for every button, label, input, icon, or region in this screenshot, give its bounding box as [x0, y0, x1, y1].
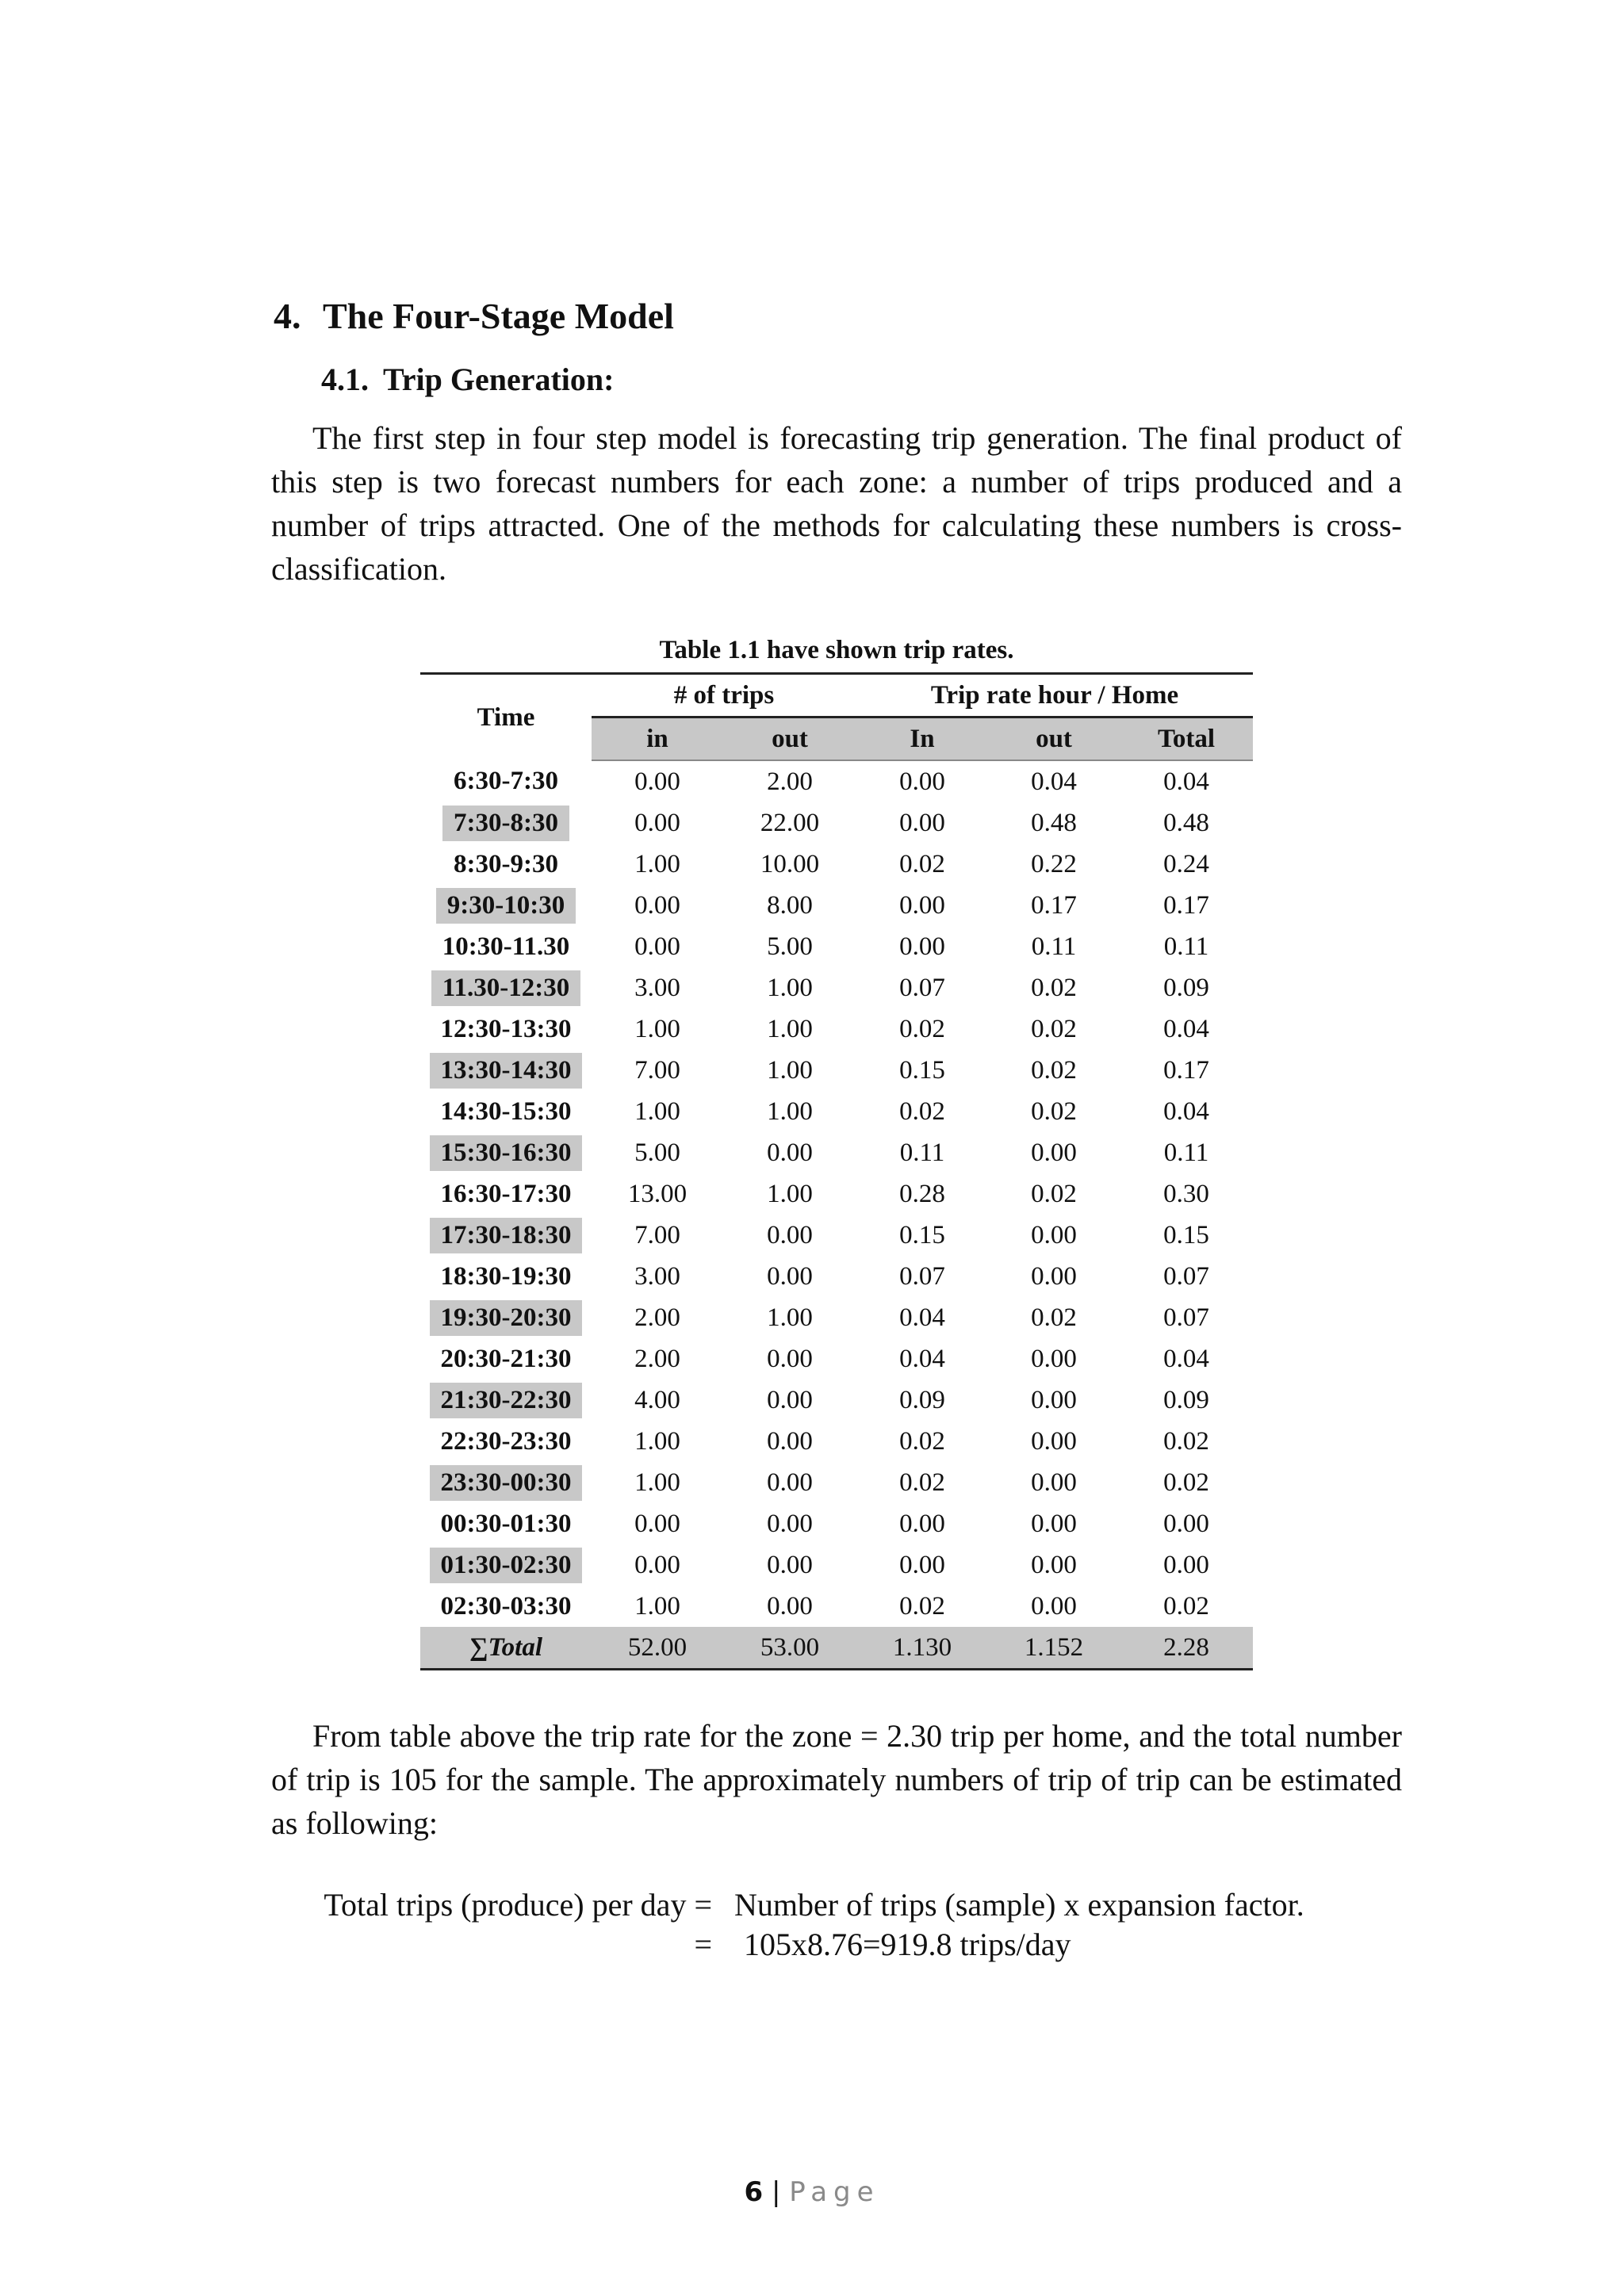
- time-label: 22:30-23:30: [440, 1426, 572, 1456]
- value-cell: 0.04: [899, 1344, 945, 1373]
- value-cell: 1.00: [634, 1014, 680, 1043]
- value-cell: 0.02: [1031, 973, 1077, 1002]
- value-cell: 0.00: [1031, 1468, 1077, 1497]
- value-cell: 0.00: [899, 767, 945, 796]
- time-label: 14:30-15:30: [440, 1096, 572, 1126]
- time-label: 16:30-17:30: [440, 1179, 572, 1208]
- value-cell: 0.02: [1163, 1591, 1209, 1621]
- value-cell: 0.17: [1163, 890, 1209, 920]
- time-header: Time: [420, 674, 592, 761]
- value-cell: 0.04: [1163, 1014, 1209, 1043]
- page-label: Page: [789, 2176, 880, 2208]
- table-row: [420, 1256, 1253, 1297]
- total-label: ∑Total: [420, 1627, 592, 1670]
- time-label: 10:30-11.30: [442, 932, 570, 961]
- table-row: [420, 1215, 1253, 1256]
- table-caption: Table 1.1 have shown trip rates.: [659, 636, 1014, 664]
- value-cell: 0.00: [634, 890, 680, 920]
- value-cell: 2.00: [767, 767, 813, 796]
- value-cell: 0.28: [899, 1179, 945, 1208]
- value-cell: 0.02: [1163, 1468, 1209, 1497]
- value-cell: 1.00: [767, 1303, 813, 1332]
- value-cell: 0.02: [899, 1014, 945, 1043]
- time-cell: [420, 802, 592, 844]
- value-cell: 0.00: [899, 808, 945, 837]
- formula-line-2-lhs: =: [694, 1927, 712, 1962]
- table-row: [420, 926, 1253, 967]
- value-cell: 1.00: [767, 1179, 813, 1208]
- time-cell: [420, 1338, 592, 1380]
- formula-line-1-rhs: Number of trips (sample) x expansion factor.: [734, 1887, 1304, 1923]
- table-row: [420, 1462, 1253, 1503]
- time-cell: [420, 1173, 592, 1215]
- table-row: [420, 1503, 1253, 1544]
- value-cell: 0.00: [767, 1261, 813, 1291]
- value-cell: 0.00: [1031, 1550, 1077, 1579]
- col-header-rate-out: out: [988, 718, 1120, 761]
- value-cell: 0.02: [1031, 1014, 1077, 1043]
- intro-paragraph: The first step in four step model is forecasting trip generation. The final product of this step is two forecast numbers for each zone: a number of trips produced and a number of trips attracted. One of the methods for calculating these numbers is cross-classification.: [271, 420, 1402, 587]
- table-row: [420, 967, 1253, 1008]
- value-cell: 0.04: [1031, 767, 1077, 796]
- time-label: 21:30-22:30: [430, 1383, 583, 1418]
- value-cell: 0.00: [1031, 1344, 1077, 1373]
- value-cell: 0.00: [767, 1220, 813, 1249]
- subsection-number: 4.1.: [321, 362, 369, 397]
- value-cell: 0.07: [899, 1261, 945, 1291]
- table-body: [420, 760, 1253, 1670]
- value-cell: 0.04: [1163, 1344, 1209, 1373]
- value-cell: 0.15: [1163, 1220, 1209, 1249]
- value-cell: 3.00: [634, 973, 680, 1002]
- time-label: 19:30-20:30: [430, 1300, 583, 1336]
- value-cell: 0.00: [767, 1550, 813, 1579]
- table-row: [420, 844, 1253, 885]
- value-cell: 5.00: [634, 1138, 680, 1167]
- value-cell: 1.00: [767, 973, 813, 1002]
- value-cell: 3.00: [634, 1261, 680, 1291]
- value-cell: 0.00: [634, 808, 680, 837]
- table-row: [420, 1008, 1253, 1050]
- formula-line-2-rhs: 105x8.76=919.8 trips/day: [744, 1927, 1071, 1962]
- value-cell: 0.02: [899, 849, 945, 878]
- value-cell: 0.00: [1031, 1385, 1077, 1414]
- total-value-cell: 1.152: [988, 1627, 1120, 1670]
- value-cell: 0.09: [1163, 973, 1209, 1002]
- value-cell: 0.00: [1031, 1426, 1077, 1456]
- value-cell: 1.00: [767, 1096, 813, 1126]
- table-row: [420, 1297, 1253, 1338]
- value-cell: 0.48: [1163, 808, 1209, 837]
- time-cell: [420, 1380, 592, 1421]
- value-cell: 0.11: [1163, 932, 1209, 961]
- value-cell: 4.00: [634, 1385, 680, 1414]
- total-value-cell: 1.130: [856, 1627, 988, 1670]
- value-cell: 0.02: [899, 1096, 945, 1126]
- time-cell: [420, 1132, 592, 1173]
- value-cell: 0.04: [1163, 767, 1209, 796]
- value-cell: 10.00: [760, 849, 820, 878]
- table-row: [420, 1338, 1253, 1380]
- value-cell: 0.00: [634, 932, 680, 961]
- value-cell: 0.00: [1031, 1138, 1077, 1167]
- time-label: 17:30-18:30: [430, 1218, 583, 1253]
- value-cell: 0.00: [767, 1344, 813, 1373]
- value-cell: 0.04: [1163, 1096, 1209, 1126]
- value-cell: 0.02: [899, 1468, 945, 1497]
- total-value-cell: 53.00: [723, 1627, 856, 1670]
- value-cell: 0.00: [1031, 1591, 1077, 1621]
- time-cell: [420, 1256, 592, 1297]
- section-heading: [274, 295, 674, 337]
- table-row: [420, 1380, 1253, 1421]
- value-cell: 0.24: [1163, 849, 1209, 878]
- section-title: The Four-Stage Model: [323, 296, 674, 336]
- value-cell: 0.02: [1163, 1426, 1209, 1456]
- col-header-rate-in: In: [856, 718, 988, 761]
- value-cell: 0.02: [1031, 1096, 1077, 1126]
- col-header-rate-total: Total: [1120, 718, 1253, 761]
- value-cell: 1.00: [767, 1055, 813, 1085]
- table-row: [420, 885, 1253, 926]
- footer-separator: |: [771, 2176, 781, 2208]
- value-cell: 0.48: [1031, 808, 1077, 837]
- value-cell: 0.00: [899, 932, 945, 961]
- value-cell: 0.00: [767, 1426, 813, 1456]
- value-cell: 0.00: [634, 1550, 680, 1579]
- col-header-out: out: [723, 718, 856, 761]
- value-cell: 1.00: [634, 1096, 680, 1126]
- value-cell: 0.02: [899, 1426, 945, 1456]
- value-cell: 0.15: [899, 1055, 945, 1085]
- time-label: 11.30-12:30: [431, 970, 580, 1006]
- time-label: 8:30-9:30: [454, 849, 558, 878]
- table-row: [420, 1050, 1253, 1091]
- trip-rate-table: [420, 672, 1253, 1670]
- value-cell: 0.00: [1031, 1509, 1077, 1538]
- value-cell: 0.00: [767, 1509, 813, 1538]
- time-cell: [420, 1421, 592, 1462]
- value-cell: 0.02: [1031, 1179, 1077, 1208]
- value-cell: 1.00: [634, 849, 680, 878]
- value-cell: 0.00: [767, 1138, 813, 1167]
- value-cell: 22.00: [760, 808, 820, 837]
- total-value-cell: 2.28: [1120, 1627, 1253, 1670]
- value-cell: 0.07: [1163, 1261, 1209, 1291]
- value-cell: 0.17: [1031, 890, 1077, 920]
- time-cell: [420, 1215, 592, 1256]
- total-row: [420, 1627, 1253, 1670]
- value-cell: 0.02: [899, 1591, 945, 1621]
- value-cell: 0.17: [1163, 1055, 1209, 1085]
- time-label: 20:30-21:30: [440, 1344, 572, 1373]
- value-cell: 7.00: [634, 1220, 680, 1249]
- value-cell: 0.07: [1163, 1303, 1209, 1332]
- value-cell: 0.00: [1163, 1509, 1209, 1538]
- value-cell: 0.09: [899, 1385, 945, 1414]
- time-label: 15:30-16:30: [430, 1135, 583, 1171]
- time-label: 02:30-03:30: [440, 1591, 572, 1621]
- page-number: 6: [744, 2176, 764, 2208]
- value-cell: 0.00: [767, 1468, 813, 1497]
- time-label: 6:30-7:30: [454, 767, 558, 795]
- section-number: 4.: [274, 296, 301, 336]
- table-row: [420, 1173, 1253, 1215]
- value-cell: 0.02: [1031, 1303, 1077, 1332]
- time-label: 12:30-13:30: [440, 1014, 572, 1043]
- table-row: [420, 1132, 1253, 1173]
- value-cell: 0.00: [634, 1509, 680, 1538]
- time-label: 7:30-8:30: [442, 806, 569, 841]
- value-cell: 8.00: [767, 890, 813, 920]
- time-cell: [420, 1586, 592, 1627]
- total-value-cell: 52.00: [592, 1627, 723, 1670]
- col-header-in: in: [592, 718, 723, 761]
- value-cell: 5.00: [767, 932, 813, 961]
- value-cell: 0.15: [899, 1220, 945, 1249]
- value-cell: 7.00: [634, 1055, 680, 1085]
- value-cell: 2.00: [634, 1344, 680, 1373]
- time-cell: [420, 1544, 592, 1586]
- table-row: [420, 1586, 1253, 1627]
- value-cell: 0.11: [899, 1138, 945, 1167]
- value-cell: 2.00: [634, 1303, 680, 1332]
- value-cell: 0.00: [767, 1385, 813, 1414]
- time-cell: [420, 885, 592, 926]
- result-paragraph: From table above the trip rate for the zone = 2.30 trip per home, and the total number of trip is 105 for the sample. The approximately numbers of trip of trip can be estimated as following:: [271, 1718, 1402, 1841]
- time-cell: [420, 844, 592, 885]
- value-cell: 1.00: [767, 1014, 813, 1043]
- table-row: [420, 1091, 1253, 1132]
- value-cell: 0.00: [899, 1550, 945, 1579]
- value-cell: 0.00: [1031, 1261, 1077, 1291]
- time-cell: [420, 1297, 592, 1338]
- value-cell: 0.00: [1163, 1550, 1209, 1579]
- value-cell: 0.00: [1031, 1220, 1077, 1249]
- time-label: 18:30-19:30: [440, 1261, 572, 1291]
- time-cell: [420, 1503, 592, 1544]
- value-cell: 1.00: [634, 1591, 680, 1621]
- formula-line-1-lhs: Total trips (produce) per day =: [324, 1887, 712, 1923]
- table-row: [420, 1421, 1253, 1462]
- value-cell: 0.00: [899, 890, 945, 920]
- time-cell: [420, 1050, 592, 1091]
- value-cell: 0.00: [634, 767, 680, 796]
- time-cell: [420, 1008, 592, 1050]
- value-cell: 0.22: [1031, 849, 1077, 878]
- time-cell: [420, 760, 592, 802]
- time-cell: [420, 1091, 592, 1132]
- time-cell: [420, 967, 592, 1008]
- time-label: 01:30-02:30: [430, 1548, 583, 1583]
- subsection-heading: [321, 361, 614, 398]
- subsection-title: Trip Generation:: [383, 362, 615, 397]
- value-cell: 1.00: [634, 1426, 680, 1456]
- trips-group-header: # of trips: [592, 674, 856, 718]
- value-cell: 13.00: [627, 1179, 688, 1208]
- table-row: [420, 1544, 1253, 1586]
- page-footer: [0, 2176, 1624, 2208]
- value-cell: 0.04: [899, 1303, 945, 1332]
- value-cell: 1.00: [634, 1468, 680, 1497]
- value-cell: 0.11: [1031, 932, 1077, 961]
- rate-group-header: Trip rate hour / Home: [856, 674, 1253, 718]
- time-label: 23:30-00:30: [430, 1465, 583, 1501]
- value-cell: 0.09: [1163, 1385, 1209, 1414]
- table-row: [420, 802, 1253, 844]
- value-cell: 0.00: [899, 1509, 945, 1538]
- value-cell: 0.30: [1163, 1179, 1209, 1208]
- table-row: [420, 760, 1253, 802]
- time-label: 00:30-01:30: [440, 1509, 572, 1538]
- time-label: 13:30-14:30: [430, 1053, 583, 1089]
- value-cell: 0.07: [899, 973, 945, 1002]
- value-cell: 0.00: [767, 1591, 813, 1621]
- value-cell: 0.11: [1163, 1138, 1209, 1167]
- time-cell: [420, 926, 592, 967]
- time-cell: [420, 1462, 592, 1503]
- time-label: 9:30-10:30: [436, 888, 576, 924]
- value-cell: 0.02: [1031, 1055, 1077, 1085]
